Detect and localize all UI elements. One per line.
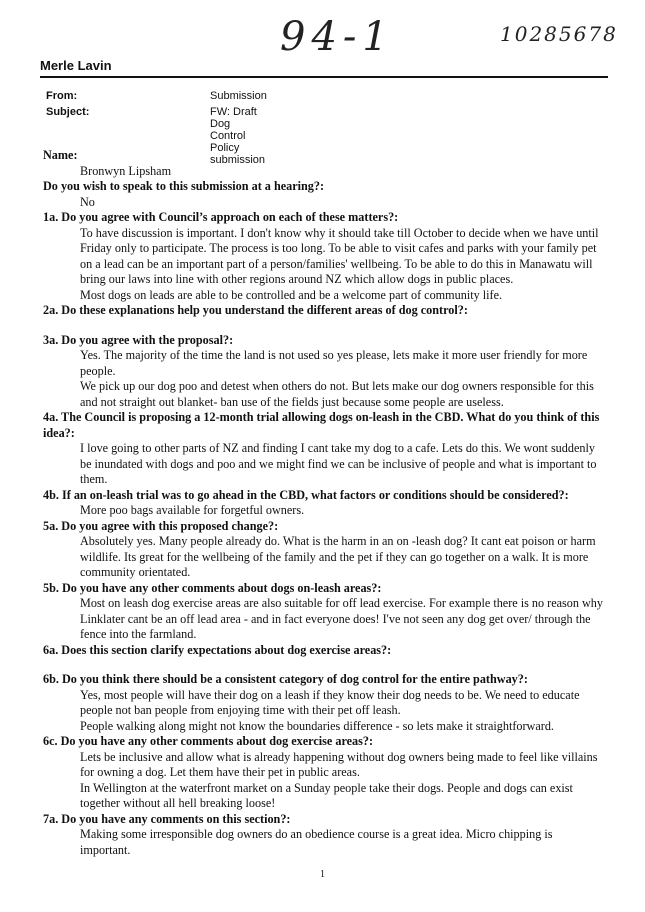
answer-paragraph: Most on leash dog exercise areas are also suitable for off lead exercise. For example there is no reason why Linklater cant be an off lead area - and in fact everyone does! I've not seen any dog get over/ through the fence into the farmland. [80, 596, 603, 641]
question-heading: 3a. Do you agree with the proposal?: [43, 332, 234, 347]
answer-paragraph: I love going to other parts of NZ and finding I cant take my dog to a cafe. Lets do this. We wont suddenly be inundated with dogs and poo and we might find we can be inclusive of people and what is important to them. [80, 441, 597, 486]
question-heading: 6a. Does this section clarify expectations about dog exercise areas?: [43, 642, 392, 657]
answer-text [43, 195, 603, 211]
handwritten-document-number: 10285678 [500, 22, 618, 46]
answer-text [43, 658, 603, 672]
answer-text [43, 348, 603, 410]
answer-paragraph: Yes, most people will have their dog on a leash if they know their dog needs to be. We need to educate people not ban people from enjoying time with their pet off leash. [80, 687, 580, 717]
question-heading: 1a. Do you agree with Council’s approach on each of these matters?: [43, 210, 399, 224]
answer-paragraph: In Wellington at the waterfront market on a Sunday people take their dogs. People and dogs can exist together without all hell breaking loose! [80, 780, 573, 810]
subject-label: Subject: [46, 106, 90, 118]
answer-text [43, 503, 603, 519]
answer-paragraph: To have discussion is important. I don't know why it should take till October to decide when we have until Friday only to participate. The process is too long. To be able to visit cafes and parks with your family pet on a lead can be an important part of a person/families' wellbeing. To be able to do this in Manawatu will bring our laws into line with other regions around NZ which allow dogs in public places. [80, 225, 599, 286]
question-heading: Do you wish to speak to this submission at a hearing?: [43, 179, 325, 193]
question-heading: 6b. Do you think there should be a consistent category of dog control for the entire pathway?: [43, 672, 528, 686]
answer-text [43, 164, 603, 180]
answer-text [43, 534, 603, 581]
question-heading: 6c. Do you have any other comments about dog exercise areas?: [43, 734, 374, 748]
answer-paragraph: Bronwyn Lipsham [80, 163, 172, 178]
page-number: 1 [320, 869, 325, 880]
question-heading: 7a. Do you have any comments on this section?: [43, 811, 291, 826]
answer-paragraph: Most dogs on leads are able to be controlled and be a welcome part of community life. [80, 287, 503, 302]
question-heading: 4b. If an on-leash trial was to go ahead in the CBD, what factors or conditions should be considered?: [43, 487, 569, 502]
submission-body [43, 148, 603, 858]
question-heading: 5b. Do you have any other comments about dogs on-leash areas?: [43, 580, 382, 595]
question-heading: Name: [43, 148, 78, 162]
subject-value: FW: Draft Dog Control Policy submission [210, 106, 266, 166]
empty-answer [80, 319, 603, 333]
answer-paragraph: Yes. The majority of the time the land is not used so yes please, lets make it more user friendly for more people. [80, 348, 588, 378]
handwritten-reference: 94-1 [280, 14, 394, 60]
answer-text [43, 750, 603, 812]
from-value: Submission [210, 90, 267, 102]
answer-text [43, 226, 603, 304]
question-heading: 4a. The Council is proposing a 12-month trial allowing dogs on-leash in the CBD. What do you think of this idea?: [43, 410, 600, 440]
answer-paragraph: More poo bags available for forgetful owners. [80, 503, 305, 517]
answer-paragraph: Making some irresponsible dog owners do an obedience course is a great idea. Micro chipping is important. [80, 827, 553, 857]
question-heading: 2a. Do these explanations help you understand the different areas of dog control?: [43, 303, 468, 317]
answer-paragraph: No [80, 194, 95, 209]
header-divider [40, 76, 608, 78]
author-name: Merle Lavin [40, 58, 112, 73]
answer-text [43, 827, 603, 858]
answer-paragraph: People walking along might not know the boundaries difference - so lets make it straightforward. [80, 718, 554, 733]
answer-paragraph: Absolutely yes. Many people already do. What is the harm in an on -leash dog? It cant eat poison or harm wildlife. Its great for the wellbeing of the family and the pet if they can go together on a walk. It is more community orientated. [80, 534, 596, 579]
answer-text [43, 688, 603, 735]
answer-text [43, 596, 603, 643]
empty-answer [80, 658, 603, 672]
answer-paragraph: We pick up our dog poo and detest when others do not. But lets make our dog owners responsible for this and not straight out blanket- ban use of the fields just because some people are useless. [80, 379, 594, 409]
answer-paragraph: Lets be inclusive and allow what is already happening without dog owners being made to feel like villains for owning a dog. Let them have their pet in public areas. [80, 749, 598, 779]
from-label: From: [46, 90, 78, 102]
question-heading: 5a. Do you agree with this proposed change?: [43, 518, 279, 533]
answer-text [43, 319, 603, 333]
answer-text [43, 441, 603, 488]
